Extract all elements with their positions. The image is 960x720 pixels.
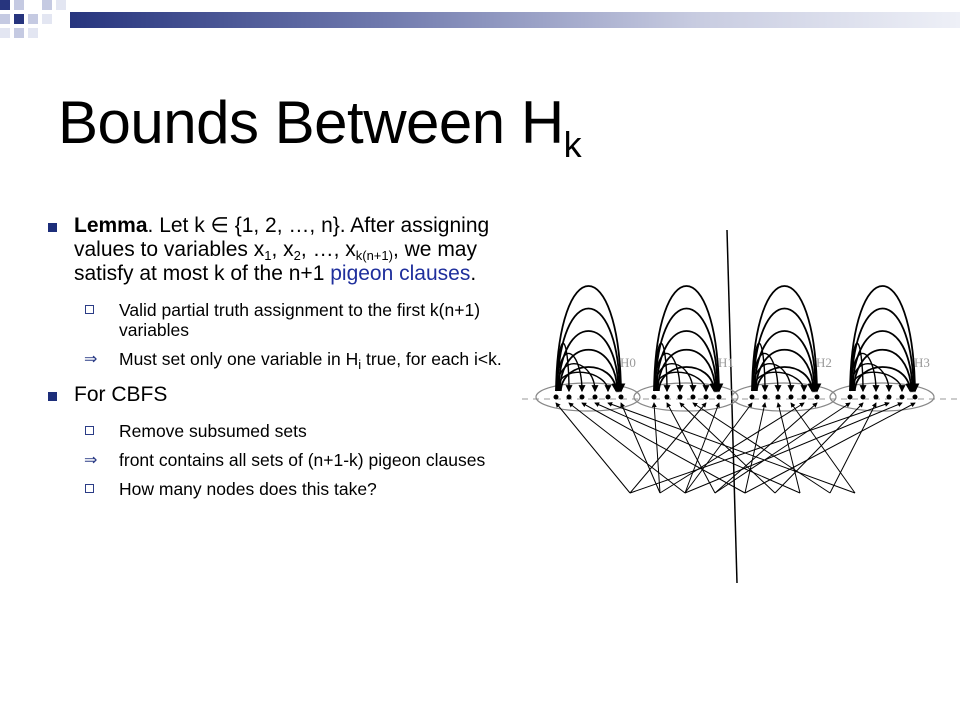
square-bullet-icon (48, 223, 57, 232)
vertical-axis-line (727, 230, 737, 583)
graph-node (619, 395, 624, 400)
graph-node (802, 395, 807, 400)
sub-item-implication: ⇒ Must set only one variable in $H_i$ true, for each i<k. (84, 349, 502, 372)
sub-item-how-many-nodes: How many nodes does this take? (44, 479, 514, 499)
converging-edge (685, 403, 902, 493)
graph-node (665, 395, 670, 400)
pigeon-clause-diagram (520, 225, 960, 595)
group-ellipse (830, 383, 934, 411)
graph-node (554, 395, 559, 400)
group-label: H2 (816, 355, 832, 370)
graph-node (861, 395, 866, 400)
converging-edge (556, 403, 630, 493)
cbfs-bullet: For CBFS (44, 383, 514, 407)
graph-node (776, 395, 781, 400)
graph-node (580, 395, 585, 400)
graph-node (704, 395, 709, 400)
graph-node (750, 395, 755, 400)
graph-node (900, 395, 905, 400)
converging-edge (778, 403, 800, 493)
sub-item-front-contains: ⇒ front contains all sets of (n+1-k) pigeon clauses (84, 450, 486, 470)
sub-item-valid-assignment: Valid partial truth assignment to the first k(n+1) variables (44, 300, 514, 340)
converging-edge (630, 403, 889, 493)
hollow-square-bullet-icon (85, 484, 94, 493)
group-label: H0 (620, 355, 636, 370)
graph-node (789, 395, 794, 400)
converging-edge (791, 403, 855, 493)
graph-node (691, 395, 696, 400)
group-ellipse (634, 383, 738, 411)
sub-item-remove-subsumed: Remove subsumed sets (44, 421, 514, 441)
graph-node (763, 395, 768, 400)
converging-edge (595, 403, 800, 493)
graph-node (717, 395, 722, 400)
group-label: H1 (718, 355, 734, 370)
converging-edge (685, 403, 719, 493)
implies-arrow-icon: ⇒ (84, 452, 98, 469)
group-ellipse (732, 383, 836, 411)
header-gradient-bar (70, 12, 960, 28)
square-bullet-icon (48, 392, 57, 401)
converging-edge (582, 403, 745, 493)
slide-body (44, 214, 514, 508)
graph-node (593, 395, 598, 400)
graph-node (652, 395, 657, 400)
graph-node (815, 395, 820, 400)
converging-edge (667, 403, 715, 493)
graph-node (913, 395, 918, 400)
hollow-square-bullet-icon (85, 305, 94, 314)
graph-node (848, 395, 853, 400)
lemma-bullet: Lemma. Let k ∈ {1, 2, …, n}. After assigning values to variables $x_1$, $x_2$, …, $x_{k(n+1)}$, we may satisfy at most k of the n+1 pigeon clauses. (44, 214, 514, 286)
graph-node (874, 395, 879, 400)
slide-title: Bounds Between $H_k$ (58, 89, 582, 165)
implies-arrow-icon: ⇒ (84, 351, 98, 368)
hollow-square-bullet-icon (85, 426, 94, 435)
graph-node (567, 395, 572, 400)
graph-node (606, 395, 611, 400)
converging-edge (654, 403, 660, 493)
header-decoration (0, 0, 960, 60)
graph-node (887, 395, 892, 400)
group-label: H3 (914, 355, 930, 370)
graph-node (678, 395, 683, 400)
